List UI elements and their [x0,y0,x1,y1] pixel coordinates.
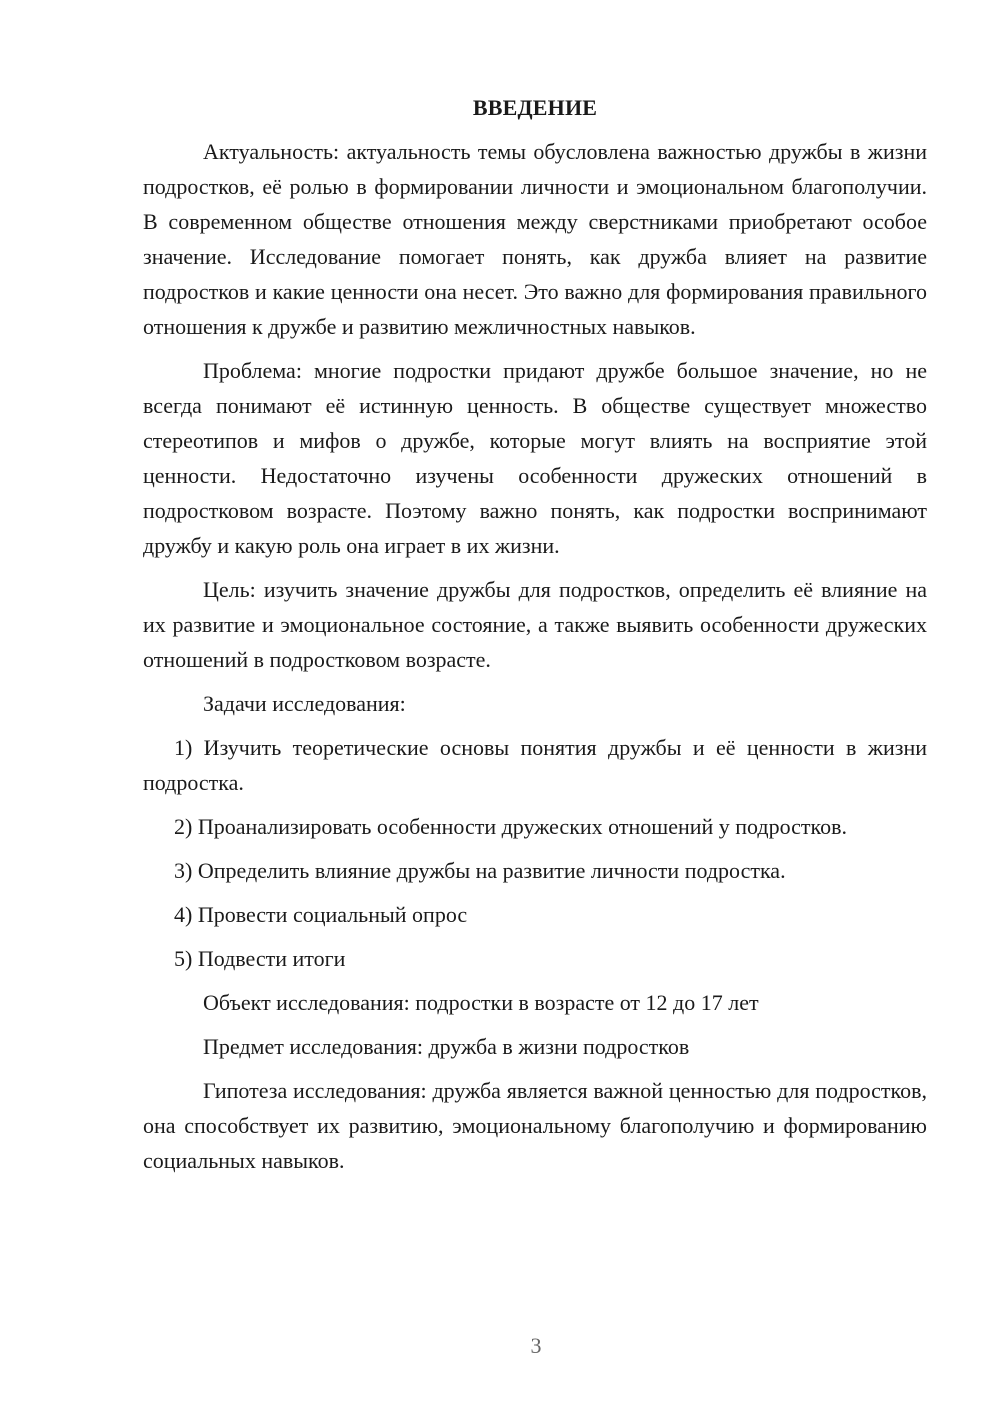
task-item-2: 2) Проанализировать особенности дружеских отношений у подростков. [174,814,847,839]
paragraph-subject: Предмет исследования: дружба в жизни подростков [203,1034,690,1059]
task-item-5: 5) Подвести итоги [174,946,346,971]
task-item-3: 3) Определить влияние дружбы на развитие личности подростка. [174,858,786,883]
paragraph-problem: Проблема: многие подростки придают дружбе большое значение, но не всегда понимают её истинную ценность. В обществе существует множество стереотипов и мифов о дружбе, которые могут влиять на восприятие этой ценности. Недостаточно изучены особенности дружеских отношений в подростковом возрасте. Поэтому важно понять, как подростки воспринимают дружбу и какую роль она играет в их жизни. [143,358,927,558]
paragraph-object: Объект исследования: подростки в возрасте от 12 до 17 лет [203,990,759,1015]
page-number: 3 [530,1333,542,1358]
paragraph-relevance: Актуальность: актуальность темы обусловлена важностью дружбы в жизни подростков, её ролью в формировании личности и эмоциональном благополучии. В современном обществе отношения между сверстниками приобретают особое значение. Исследование помогает понять, как дружба влияет на развитие подростков и какие ценности она несет. Это важно для формирования правильного отношения к дружбе и развитию межличностных навыков. [143,139,927,339]
paragraph-goal: Цель: изучить значение дружбы для подростков, определить её влияние на их развитие и эмоциональное состояние, а также выявить особенности дружеских отношений в подростковом возрасте. [143,577,927,672]
task-item-4: 4) Провести социальный опрос [174,902,468,927]
document-body [143,90,927,1187]
paragraph-hypothesis: Гипотеза исследования: дружба является важной ценностью для подростков, она способствует их развитию, эмоциональному благополучию и формированию социальных навыков. [143,1078,927,1173]
tasks-heading: Задачи исследования: [203,691,406,716]
task-item-1: 1) Изучить теоретические основы понятия дружбы и её ценности в жизни подростка. [143,735,927,795]
page-title: ВВЕДЕНИЕ [472,95,598,120]
